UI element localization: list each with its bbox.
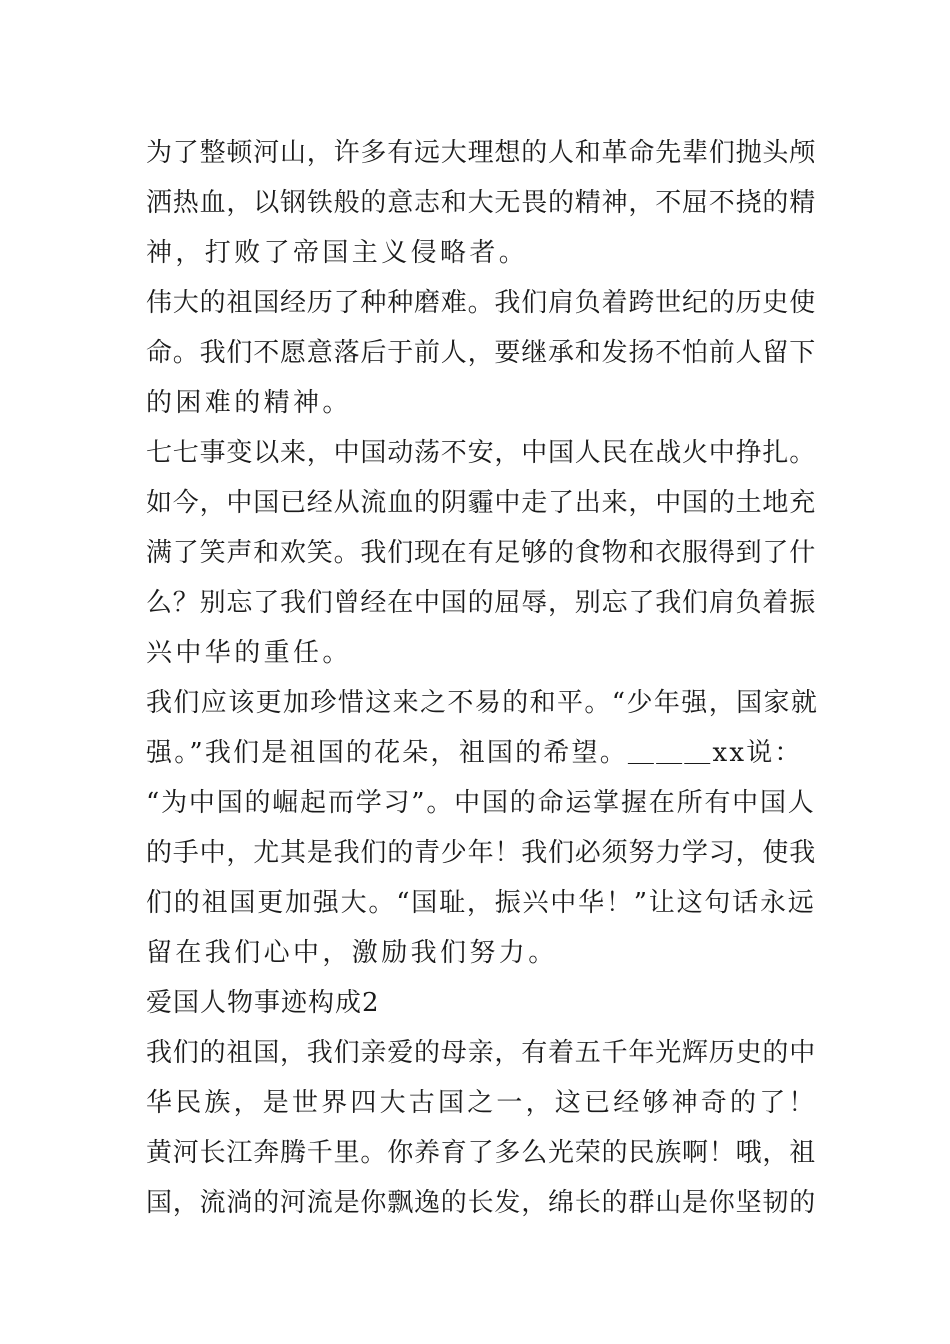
text-line: 黄河长江奔腾千里。你养育了多么光荣的民族啊！哦，祖 <box>146 1138 817 1168</box>
section-heading: 爱国人物事迹构成2 <box>146 988 380 1018</box>
text-line: 么？别忘了我们曾经在中国的屈辱，别忘了我们肩负着振 <box>146 588 817 618</box>
text-line: 的困难的精神。 <box>146 388 352 418</box>
text-line: 国，流淌的河流是你飘逸的长发，绵长的群山是你坚韧的 <box>146 1188 817 1218</box>
text-line: “为中国的崛起而学习”。中国的命运掌握在所有中国人 <box>146 788 816 818</box>
text-line: 强。”我们是祖国的花朵，祖国的希望。＿＿＿xx说： <box>146 738 803 768</box>
text-line: 我们的祖国，我们亲爱的母亲，有着五千年光辉历史的中 <box>146 1038 817 1068</box>
text-line: 神，打败了帝国主义侵略者。 <box>146 238 529 268</box>
text-line: 满了笑声和欢笑。我们现在有足够的食物和衣服得到了什 <box>146 538 817 568</box>
text-line: 七七事变以来，中国动荡不安，中国人民在战火中挣扎。 <box>146 438 817 468</box>
text-line: 我们应该更加珍惜这来之不易的和平。“少年强，国家就 <box>146 688 819 718</box>
text-line: 们的祖国更加强大。“国耻，振兴中华！”让这句话永远 <box>146 888 816 918</box>
document-body <box>146 128 819 1228</box>
text-line: 如今，中国已经从流血的阴霾中走了出来，中国的土地充 <box>146 488 817 518</box>
text-line: 兴中华的重任。 <box>146 638 352 668</box>
text-line: 洒热血，以钢铁般的意志和大无畏的精神，不屈不挠的精 <box>146 188 817 218</box>
text-line: 为了整顿河山，许多有远大理想的人和革命先辈们抛头颅 <box>146 138 817 168</box>
text-line: 的手中，尤其是我们的青少年！我们必须努力学习，使我 <box>146 838 817 868</box>
text-line: 伟大的祖国经历了种种磨难。我们肩负着跨世纪的历史使 <box>146 288 817 318</box>
text-line: 华民族，是世界四大古国之一，这已经够神奇的了！ <box>146 1088 818 1118</box>
text-line: 留在我们心中，激励我们努力。 <box>146 938 558 968</box>
text-line: 命。我们不愿意落后于前人，要继承和发扬不怕前人留下 <box>146 338 817 368</box>
